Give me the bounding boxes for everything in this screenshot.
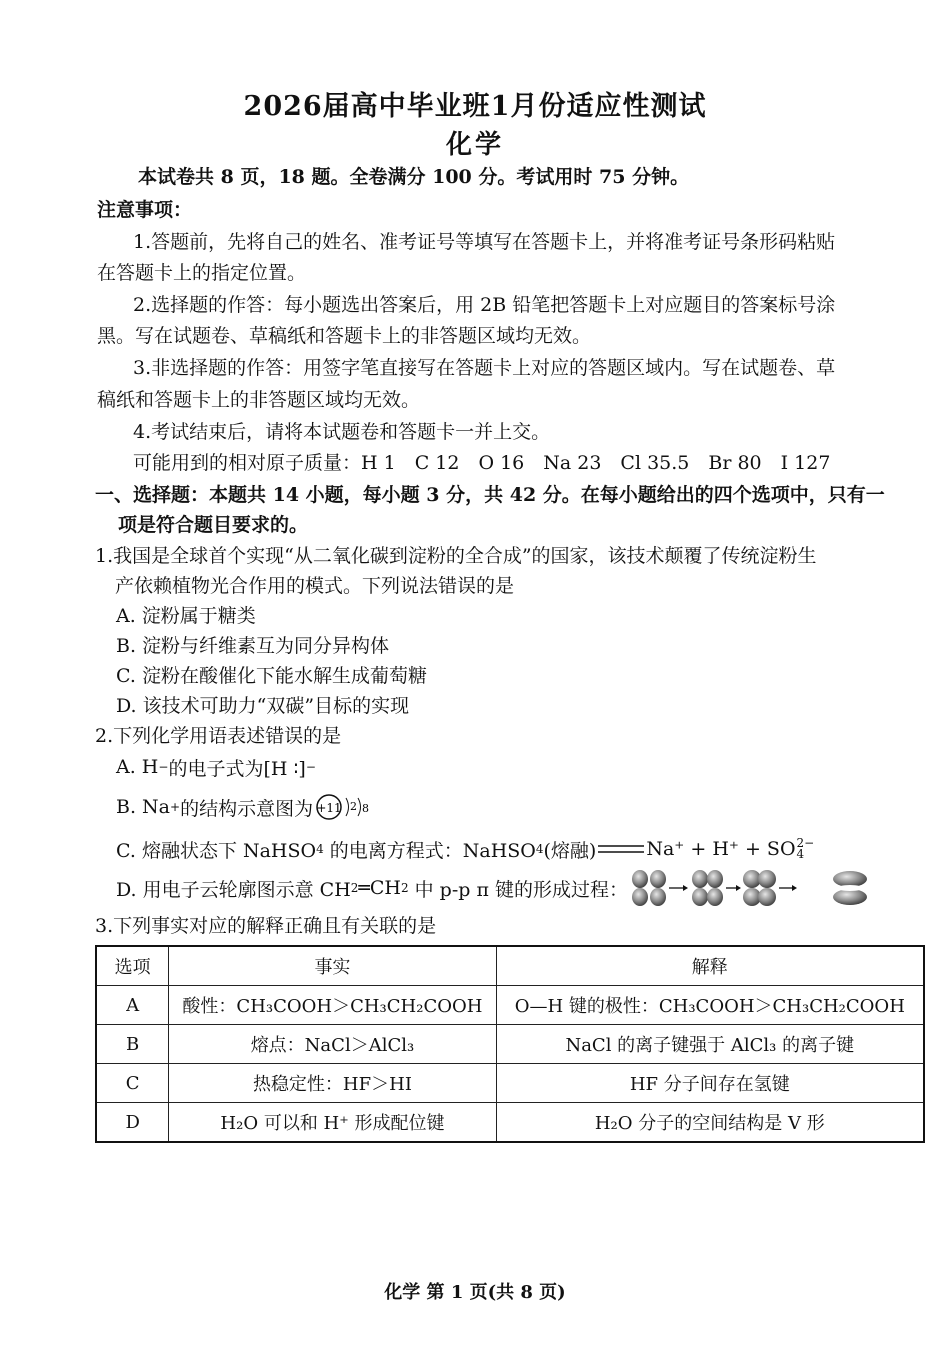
- q2-option-d: [116, 868, 878, 908]
- row-fact: H₂O 可以和 H⁺ 形成配位键: [169, 1103, 496, 1143]
- table-row: [96, 1064, 924, 1103]
- table-header-row: [96, 946, 924, 986]
- q2-b-charge: +: [170, 800, 181, 814]
- q2-d-eq: ═CH: [358, 877, 401, 899]
- exam-title: 2026届高中毕业班1月份适应性测试: [243, 91, 707, 122]
- section-1-line-1: 一、选择题：本题共 14 小题，每小题 3 分，共 42 分。在每小题给出的四个选项中，只有一: [95, 484, 885, 506]
- q2-b-prefix: B. Na: [116, 796, 170, 818]
- notice-item-2-line-2: 黑。写在试题卷、草稿纸和答题卡上的非答题区域均无效。: [97, 325, 592, 347]
- q2-c-mid: 的电离方程式：NaHSO: [329, 839, 536, 862]
- q2-stem: 2.下列化学用语表述错误的是: [95, 725, 342, 747]
- p-orbital-pair-icon: [632, 870, 666, 906]
- notice-item-2-line-1: 2.选择题的作答：每小题选出答案后，用 2B 铅笔把答题卡上对应题目的答案标号涂: [133, 294, 836, 316]
- q3-stem: 3.下列事实对应的解释正确且有关联的是: [95, 915, 437, 937]
- sodium-ion-structure-diagram: [315, 792, 377, 822]
- shell-2-label: 8: [362, 802, 370, 815]
- notice-item-3-line-2: 稿纸和答题卡上的非答题区域均无效。: [97, 389, 421, 411]
- q2-b-text: 的结构示意图为: [180, 797, 314, 820]
- row-option: C: [96, 1064, 169, 1103]
- table-row: [96, 1025, 924, 1064]
- exam-info: 本试卷共 8 页，18 题。全卷满分 100 分。考试用时 75 分钟。: [138, 166, 690, 188]
- row-explanation: O—H 键的极性：CH₃COOH＞CH₃CH₂COOH: [496, 986, 924, 1025]
- q2-option-c: [116, 834, 814, 864]
- row-fact: 酸性：CH₃COOH＞CH₃CH₂COOH: [169, 986, 496, 1025]
- page-footer: 化学 第 1 页(共 8 页): [384, 1282, 566, 1303]
- arrow-icon-1: [669, 885, 688, 891]
- q1-option-d: D. 该技术可助力“双碳”目标的实现: [116, 695, 410, 717]
- q2-d-prefix: D. 用电子云轮廓图示意 CH: [116, 878, 351, 901]
- table-row: [96, 986, 924, 1025]
- subject-title: 化学: [445, 130, 504, 160]
- q2-a-text: 的电子式为[H ∶]: [168, 757, 306, 780]
- q2-c-products: Na⁺ + H⁺ + SO: [646, 838, 796, 860]
- q2-a-bracket-charge: −: [305, 760, 316, 774]
- notice-item-1-line-2: 在答题卡上的指定位置。: [97, 262, 307, 284]
- section-1-line-2: 项是符合题目要求的。: [118, 514, 309, 536]
- notice-item-1-line-1: 1.答题前，先将自己的姓名、准考证号等填写在答题卡上，并将准考证号条形码粘贴: [133, 231, 836, 253]
- q2-c-prefix: C. 熔融状态下 NaHSO: [116, 839, 317, 862]
- q1-stem-line-1: 1.我国是全球首个实现“从二氧化碳到淀粉的全合成”的国家，该技术颠覆了传统淀粉生: [95, 545, 817, 567]
- q2-option-a: [116, 752, 316, 782]
- row-fact: 熔点：NaCl＞AlCl₃: [169, 1025, 496, 1064]
- arrow-icon-3: [779, 885, 797, 891]
- p-orbital-overlap-icon: [743, 870, 776, 906]
- equals-long-sign: [596, 842, 646, 856]
- row-explanation: HF 分子间存在氢键: [496, 1064, 924, 1103]
- nucleus-label: +11: [316, 801, 342, 815]
- q2-d-sub-1: 2: [350, 881, 359, 895]
- q2-d-sub-2: 2: [400, 881, 409, 895]
- q2-c-molten: (熔融): [543, 839, 597, 862]
- arrow-icon-2: [726, 885, 741, 891]
- q1-option-a: A. 淀粉属于糖类: [116, 605, 256, 627]
- table-row: [96, 1103, 924, 1143]
- row-fact: 热稳定性：HF＞HI: [169, 1064, 496, 1103]
- q1-option-b: B. 淀粉与纤维素互为同分异构体: [116, 635, 390, 657]
- sulfate-super-sub: [797, 838, 815, 860]
- notice-item-4: 4.考试结束后，请将本试题卷和答题卡一并上交。: [133, 421, 551, 443]
- electron-cloud-pi-bond-diagram: [628, 868, 878, 908]
- pi-bond-cloud-icon: [833, 871, 867, 905]
- q2-d-rest: 中 p-p π 键的形成过程：: [414, 878, 628, 901]
- q2-a-prefix: A. H: [116, 756, 159, 778]
- header-explanation: 解释: [496, 946, 924, 986]
- row-explanation: NaCl 的离子键强于 AlCl₃ 的离子键: [496, 1025, 924, 1064]
- sodium-ion-structure-svg: [315, 792, 377, 822]
- q2-a-charge: −: [158, 760, 169, 774]
- row-option: D: [96, 1103, 169, 1143]
- row-explanation: H₂O 分子的空间结构是 V 形: [496, 1103, 924, 1143]
- q2-option-b: [116, 790, 377, 824]
- q2-c-sub-1: 4: [316, 842, 324, 856]
- header-option: 选项: [96, 946, 169, 986]
- sulfate-charge: 2−: [796, 836, 815, 850]
- notice-heading: 注意事项：: [97, 199, 193, 221]
- notice-item-3-line-1: 3.非选择题的作答：用签字笔直接写在答题卡上对应的答题区域内。写在试题卷、草: [133, 357, 836, 379]
- p-orbital-approach-icon: [692, 870, 723, 906]
- shell-1-label: 2: [350, 800, 358, 813]
- q2-c-sub-2: 4: [535, 842, 544, 856]
- atomic-masses: 可能用到的相对原子质量：H 1 C 12 O 16 Na 23 Cl 35.5 Br 80 I 127: [133, 452, 831, 474]
- row-option: A: [96, 986, 169, 1025]
- sulfate-sub: 4: [796, 847, 805, 861]
- q1-stem-line-2: 产依赖植物光合作用的模式。下列说法错误的是: [115, 575, 515, 597]
- header-fact: 事实: [169, 946, 496, 986]
- q1-option-c: C. 淀粉在酸催化下能水解生成葡萄糖: [116, 665, 427, 687]
- q3-table: [95, 945, 925, 1143]
- row-option: B: [96, 1025, 169, 1064]
